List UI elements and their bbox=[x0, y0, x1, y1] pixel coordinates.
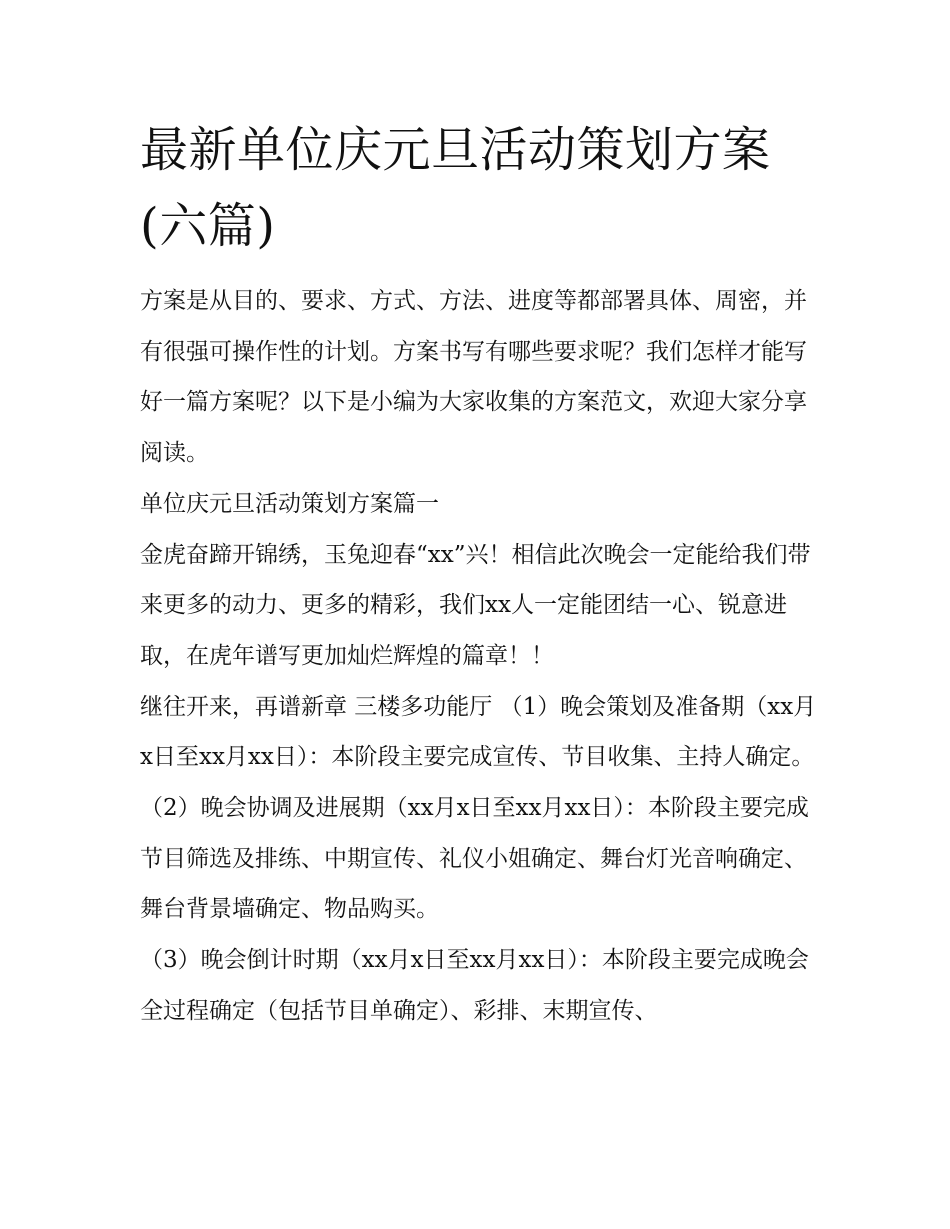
schedule-phase-1-paragraph: 继往开来，再谱新章 三楼多功能厅 （1）晚会策划及准备期（xx月x日至xx月xx日）：本阶段主要完成宣传、节目收集、主持人确定。 bbox=[140, 693, 817, 771]
slogan-paragraph: 金虎奋蹄开锦绣，玉兔迎春“xx”兴！相信此次晚会一定能给我们带来更多的动力、更多的精彩，我们xx人一定能团结一心、锐意进取，在虎年谱写更加灿烂辉煌的篇章！！ bbox=[140, 541, 811, 669]
intro-paragraph: 方案是从目的、要求、方式、方法、进度等都部署具体、周密，并有很强可操作性的计划。方案书写有哪些要求呢？我们怎样才能写好一篇方案呢？以下是小编为大家收集的方案范文，欢迎大家分享阅读。 bbox=[140, 288, 807, 467]
schedule-phase-3-paragraph: （3）晚会倒计时期（xx月x日至xx月xx日）：本阶段主要完成晚会全过程确定（包括节目单确定）、彩排、末期宣传、 bbox=[140, 947, 809, 1024]
document-body bbox=[140, 276, 820, 1037]
schedule-phase-2-paragraph: （2）晚会协调及进展期（xx月x日至xx月xx日）：本阶段主要完成节目筛选及排练、中期宣传、礼仪小姐确定、舞台灯光音响确定、舞台背景墙确定、物品购买。 bbox=[140, 795, 809, 923]
document-title: 最新单位庆元旦活动策划方案(六篇) bbox=[140, 122, 771, 254]
section-heading: 单位庆元旦活动策划方案篇一 bbox=[140, 490, 439, 517]
